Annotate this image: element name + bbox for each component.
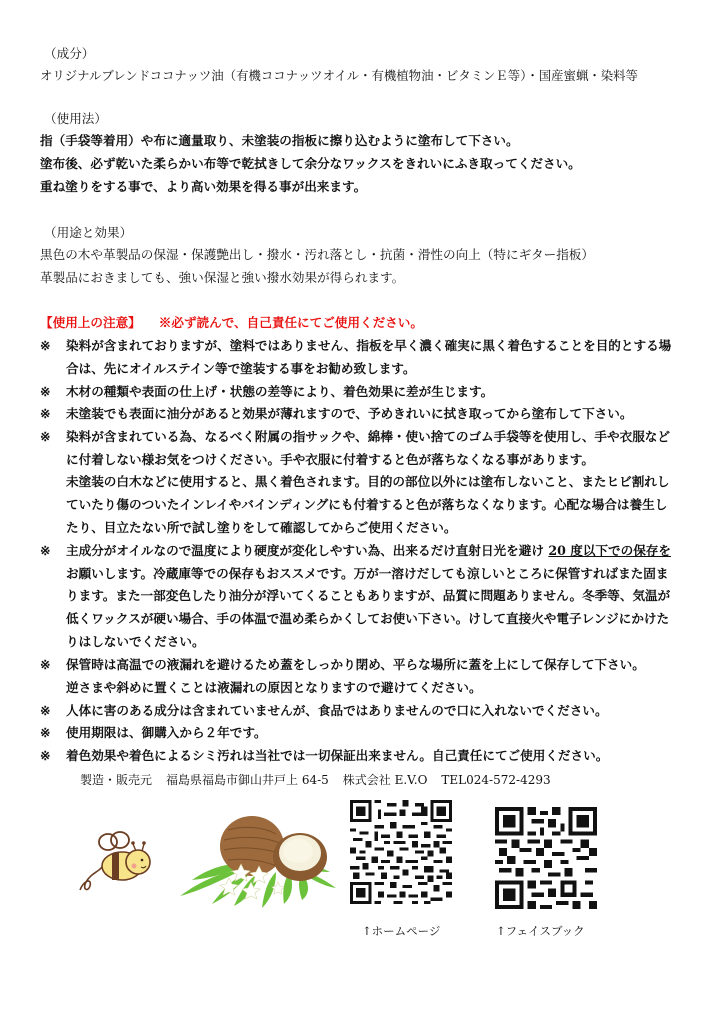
usage-heading: （使用法） [44,111,107,126]
reference-mark: ※ [40,543,51,558]
purpose-heading: （用途と効果） [44,225,133,240]
reference-mark: ※ [40,338,51,353]
maker-label: 製造・販売元 [80,773,153,787]
caution-item-3: ※ 未塗装でも表面に油分があると効果が薄れますので、予めきれいに拭き取ってから塗布して下さい。 [40,406,633,421]
caution-item-1-cont: 合は、先にオイルステイン等で塗装する事をお勧め致します。 [66,361,416,376]
maker-info [80,772,551,788]
maker-address: 福島県福島市御山井戸上 64-5 [166,773,329,787]
bee-icon [78,820,158,895]
qr-caption-homepage: ↑ホームページ [362,924,441,938]
reference-mark: ※ [40,429,51,444]
caution-item-2: ※ 木材の種類や表面の仕上げ・状態の差等により、着色効果に差が生じます。 [40,384,494,399]
caution-item-6-cont: 逆さまや斜めに置くことは液漏れの原因となりますので避けてください。 [66,680,482,695]
reference-mark: ※ [40,748,51,763]
caution-item-4-cont-1: に付着しない様お気をつけください。手や衣服に付着すると色が落ちなくなる事があります。 [66,452,594,467]
coconut-icon [172,800,344,908]
caution-item-4-cont-2: 未塗装の白木などに使用すると、黒く着色されます。目的の部位以外には塗布しないこと、またヒビ割れし [66,474,670,489]
caution-item-8: ※ 使用期限は、御購入から２年です。 [40,725,267,740]
maker-company: 株式会社 E.V.O [342,773,428,787]
purpose-line-2: 革製品におきましても、強い保湿と強い撥水効果が得られます。 [40,270,405,285]
caution-item-4: ※ 染料が含まれている為、なるべく附属の指サックや、綿棒・使い捨てのゴム手袋等を使用し、手や衣服など [40,429,670,444]
cautions-title: 【使用上の注意】 [40,315,141,330]
coconut-illustration [172,800,344,908]
qr-code-icon [495,807,597,909]
reference-mark: ※ [40,657,51,672]
caution-item-5-cont-2: ります。また一部変色したり油分が浮いてくることもありますが、品質に問題ありません。冬季等、気温が [66,588,671,603]
ingredients-heading: （成分） [44,46,95,61]
purpose-line-1: 黒色の木や革製品の保湿・保護艶出し・撥水・汚れ落とし・抗菌・滑性の向上（特にギター指板） [40,247,594,262]
ingredients-text: オリジナルブレンドココナッツ油（有機ココナッツオイル・有機植物油・ビタミンＥ等）・国産蜜蝋・染料等 [40,68,638,83]
caution-item-5-cont-4: りはしないでください。 [66,634,205,649]
reference-mark: ※ [40,384,51,399]
storage-temperature-note: 20 度以下での保存を [548,543,671,558]
caution-item-4-cont-4: たり、目立たない所で試し塗りをして確認してからご使用ください。 [66,520,457,535]
maker-tel: TEL024-572-4293 [441,773,551,787]
reference-mark: ※ [40,703,51,718]
caution-item-5-cont-1: お願いします。冷蔵庫等での保存もおススメです。万が一溶けだしても涼しいところに保管すればまた固ま [66,566,669,581]
caution-item-6: ※ 保管時は高温での液漏れを避けるため蓋をしっかり閉め、平らな場所に蓋を上にして保存して下さい。 [40,657,645,672]
qr-code-icon [350,800,452,904]
caution-item-9: ※ 着色効果や着色によるシミ汚れは当社では一切保証出来ません。自己責任にてご使用ください。 [40,748,609,763]
caution-item-1: ※ 染料が含まれておりますが、塗料ではありません、指板を早く濃く確実に黒く着色することを目的とする場 [40,338,672,353]
qr-caption-facebook: ↑フェイスブック [496,924,585,938]
caution-item-5: ※ 主成分がオイルなので温度により硬度が変化しやすい為、出来るだけ直射日光を避け 20 度以下での保存を [40,543,671,558]
caution-item-5-cont-3: 低くワックスが硬い場合、手の体温で温め柔らかくしてお使い下さい。けして直接火や電子レンジにかけた [66,611,670,626]
usage-line-1: 指（手袋等着用）や布に適量取り、未塗装の指板に擦り込むように塗布して下さい。 [40,133,519,148]
reference-mark: ※ [40,406,51,421]
qr-code-facebook[interactable] [495,807,597,909]
bee-illustration [78,820,158,895]
caution-item-7: ※ 人体に害のある成分は含まれていませんが、食品ではありませんので口に入れないでください。 [40,703,608,718]
cautions-heading [40,315,423,331]
reference-mark: ※ [40,725,51,740]
usage-line-2: 塗布後、必ず乾いた柔らかい布等で乾拭きして余分なワックスをきれいにふき取ってください。 [40,156,581,171]
qr-code-homepage[interactable] [350,800,452,904]
cautions-note: ※必ず読んで、自己責任にてご使用ください。 [158,315,423,330]
caution-item-4-cont-3: ていたり傷のついたインレイやバインディングにも付着すると色が落ちなくなります。心配な場合は養生し [66,497,668,512]
usage-line-3: 重ね塗りをする事で、より高い効果を得る事が出来ます。 [40,179,367,194]
